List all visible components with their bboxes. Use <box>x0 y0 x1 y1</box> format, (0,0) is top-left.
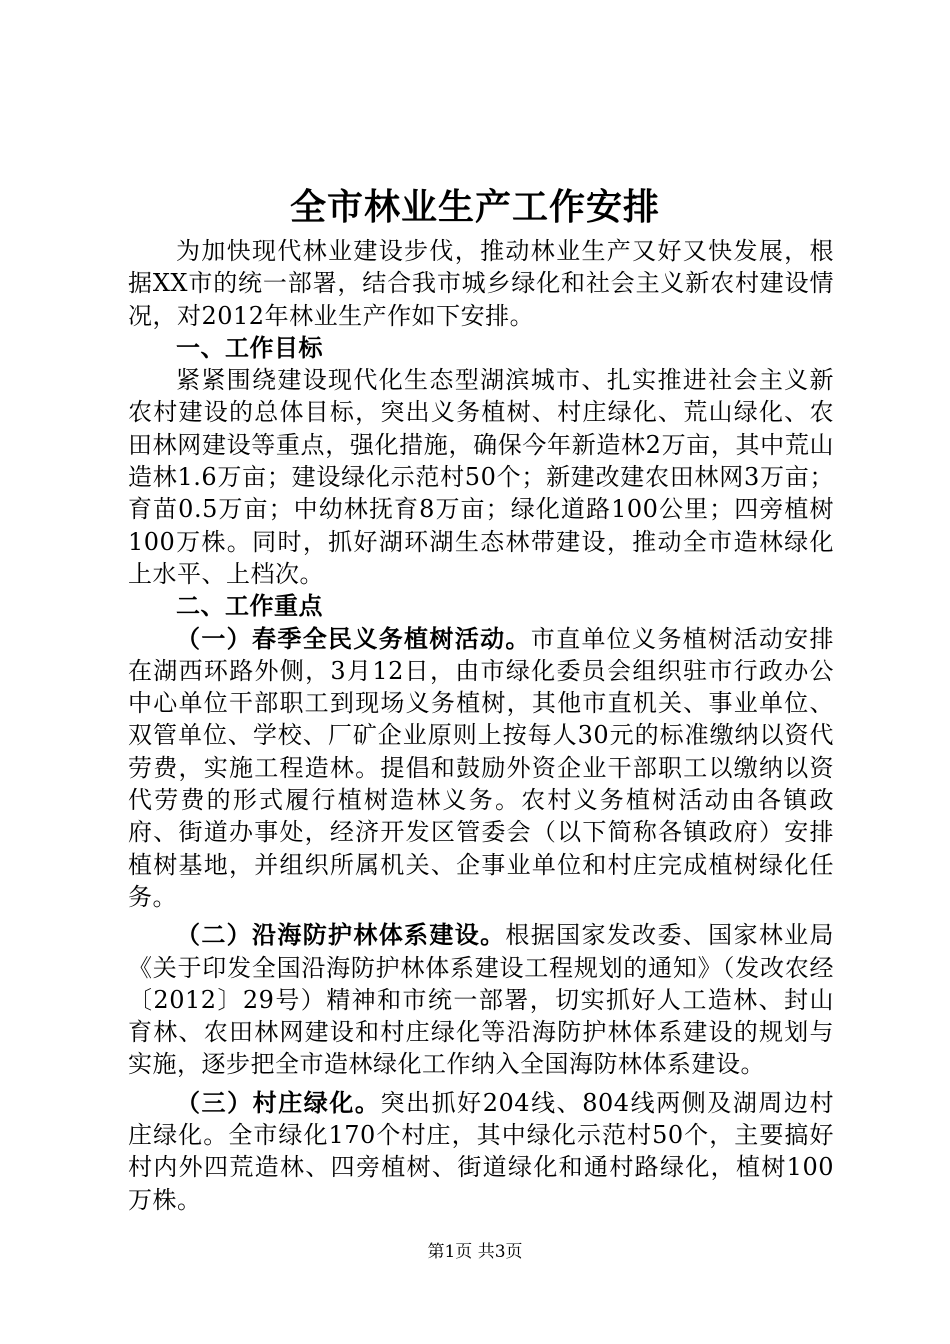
focus-item-1-text: 市直单位义务植树活动安排在湖西环路外侧，3月12日，由市绿化委员会组织驻市行政办公中心单位干部职工到现场义务植树，其他市直机关、事业单位、双管单位、学校、厂矿企业原则上按每人30元的标准缴纳以资代劳费，实施工程造林。提倡和鼓励外资企业干部职工以缴纳以资代劳费的形式履行植树造林义务。农村义务植树活动由各镇政府、街道办事处，经济开发区管委会（以下简称各镇政府）安排植树基地，并组织所属机关、企事业单位和村庄完成植树绿化任务。 <box>128 624 835 911</box>
intro-paragraph: 为加快现代林业建设步伐，推动林业生产又好又快发展，根据XX市的统一部署，结合我市城乡绿化和社会主义新农村建设情况，对2012年林业生产作如下安排。 <box>128 237 834 330</box>
document-body <box>128 235 834 1216</box>
page-number-footer: 第1页 共3页 <box>427 1242 523 1262</box>
section-heading-goals: 一、工作目标 <box>176 333 323 362</box>
focus-item-1-lead: （一）春季全民义务植树活动。 <box>176 624 531 653</box>
focus-item-2 <box>128 919 834 1080</box>
focus-item-2-text: 根据国家发改委、国家林业局《关于印发全国沿海防护林体系建设工程规划的通知》（发改农经〔2012〕29号）精神和市统一部署，切实抓好人工造林、封山育林、农田林网建设和村庄绿化等沿海防护林体系建设的规划与实施，逐步把全市造林绿化工作纳入全国海防林体系建设。 <box>128 921 835 1079</box>
focus-item-2-lead: （二）沿海防护林体系建设。 <box>176 921 506 950</box>
focus-item-1 <box>128 623 834 914</box>
focus-item-3 <box>128 1087 834 1216</box>
focus-item-3-lead: （三）村庄绿化。 <box>176 1088 381 1117</box>
focus-item-3-text: 突出抓好204线、804线两侧及湖周边村庄绿化。全市绿化170个村庄，其中绿化示范村50个，主要搞好村内外四荒造林、四旁植树、街道绿化和通村路绿化，植树100万株。 <box>128 1088 834 1214</box>
section-heading-focus: 二、工作重点 <box>176 592 323 621</box>
goals-paragraph: 紧紧围绕建设现代化生态型湖滨城市、扎实推进社会主义新农村建设的总体目标，突出义务植树、村庄绿化、荒山绿化、农田林网建设等重点，强化措施，确保今年新造林2万亩，其中荒山造林1.6万亩；建设绿化示范村50个；新建改建农田林网3万亩；育苗0.5万亩；中幼林抚育8万亩；绿化道路100公里；四旁植树100万株。同时，抓好湖环湖生态林带建设，推动全市造林绿化上水平、上档次。 <box>128 366 834 588</box>
document-title: 全市林业生产工作安排 <box>289 187 660 228</box>
